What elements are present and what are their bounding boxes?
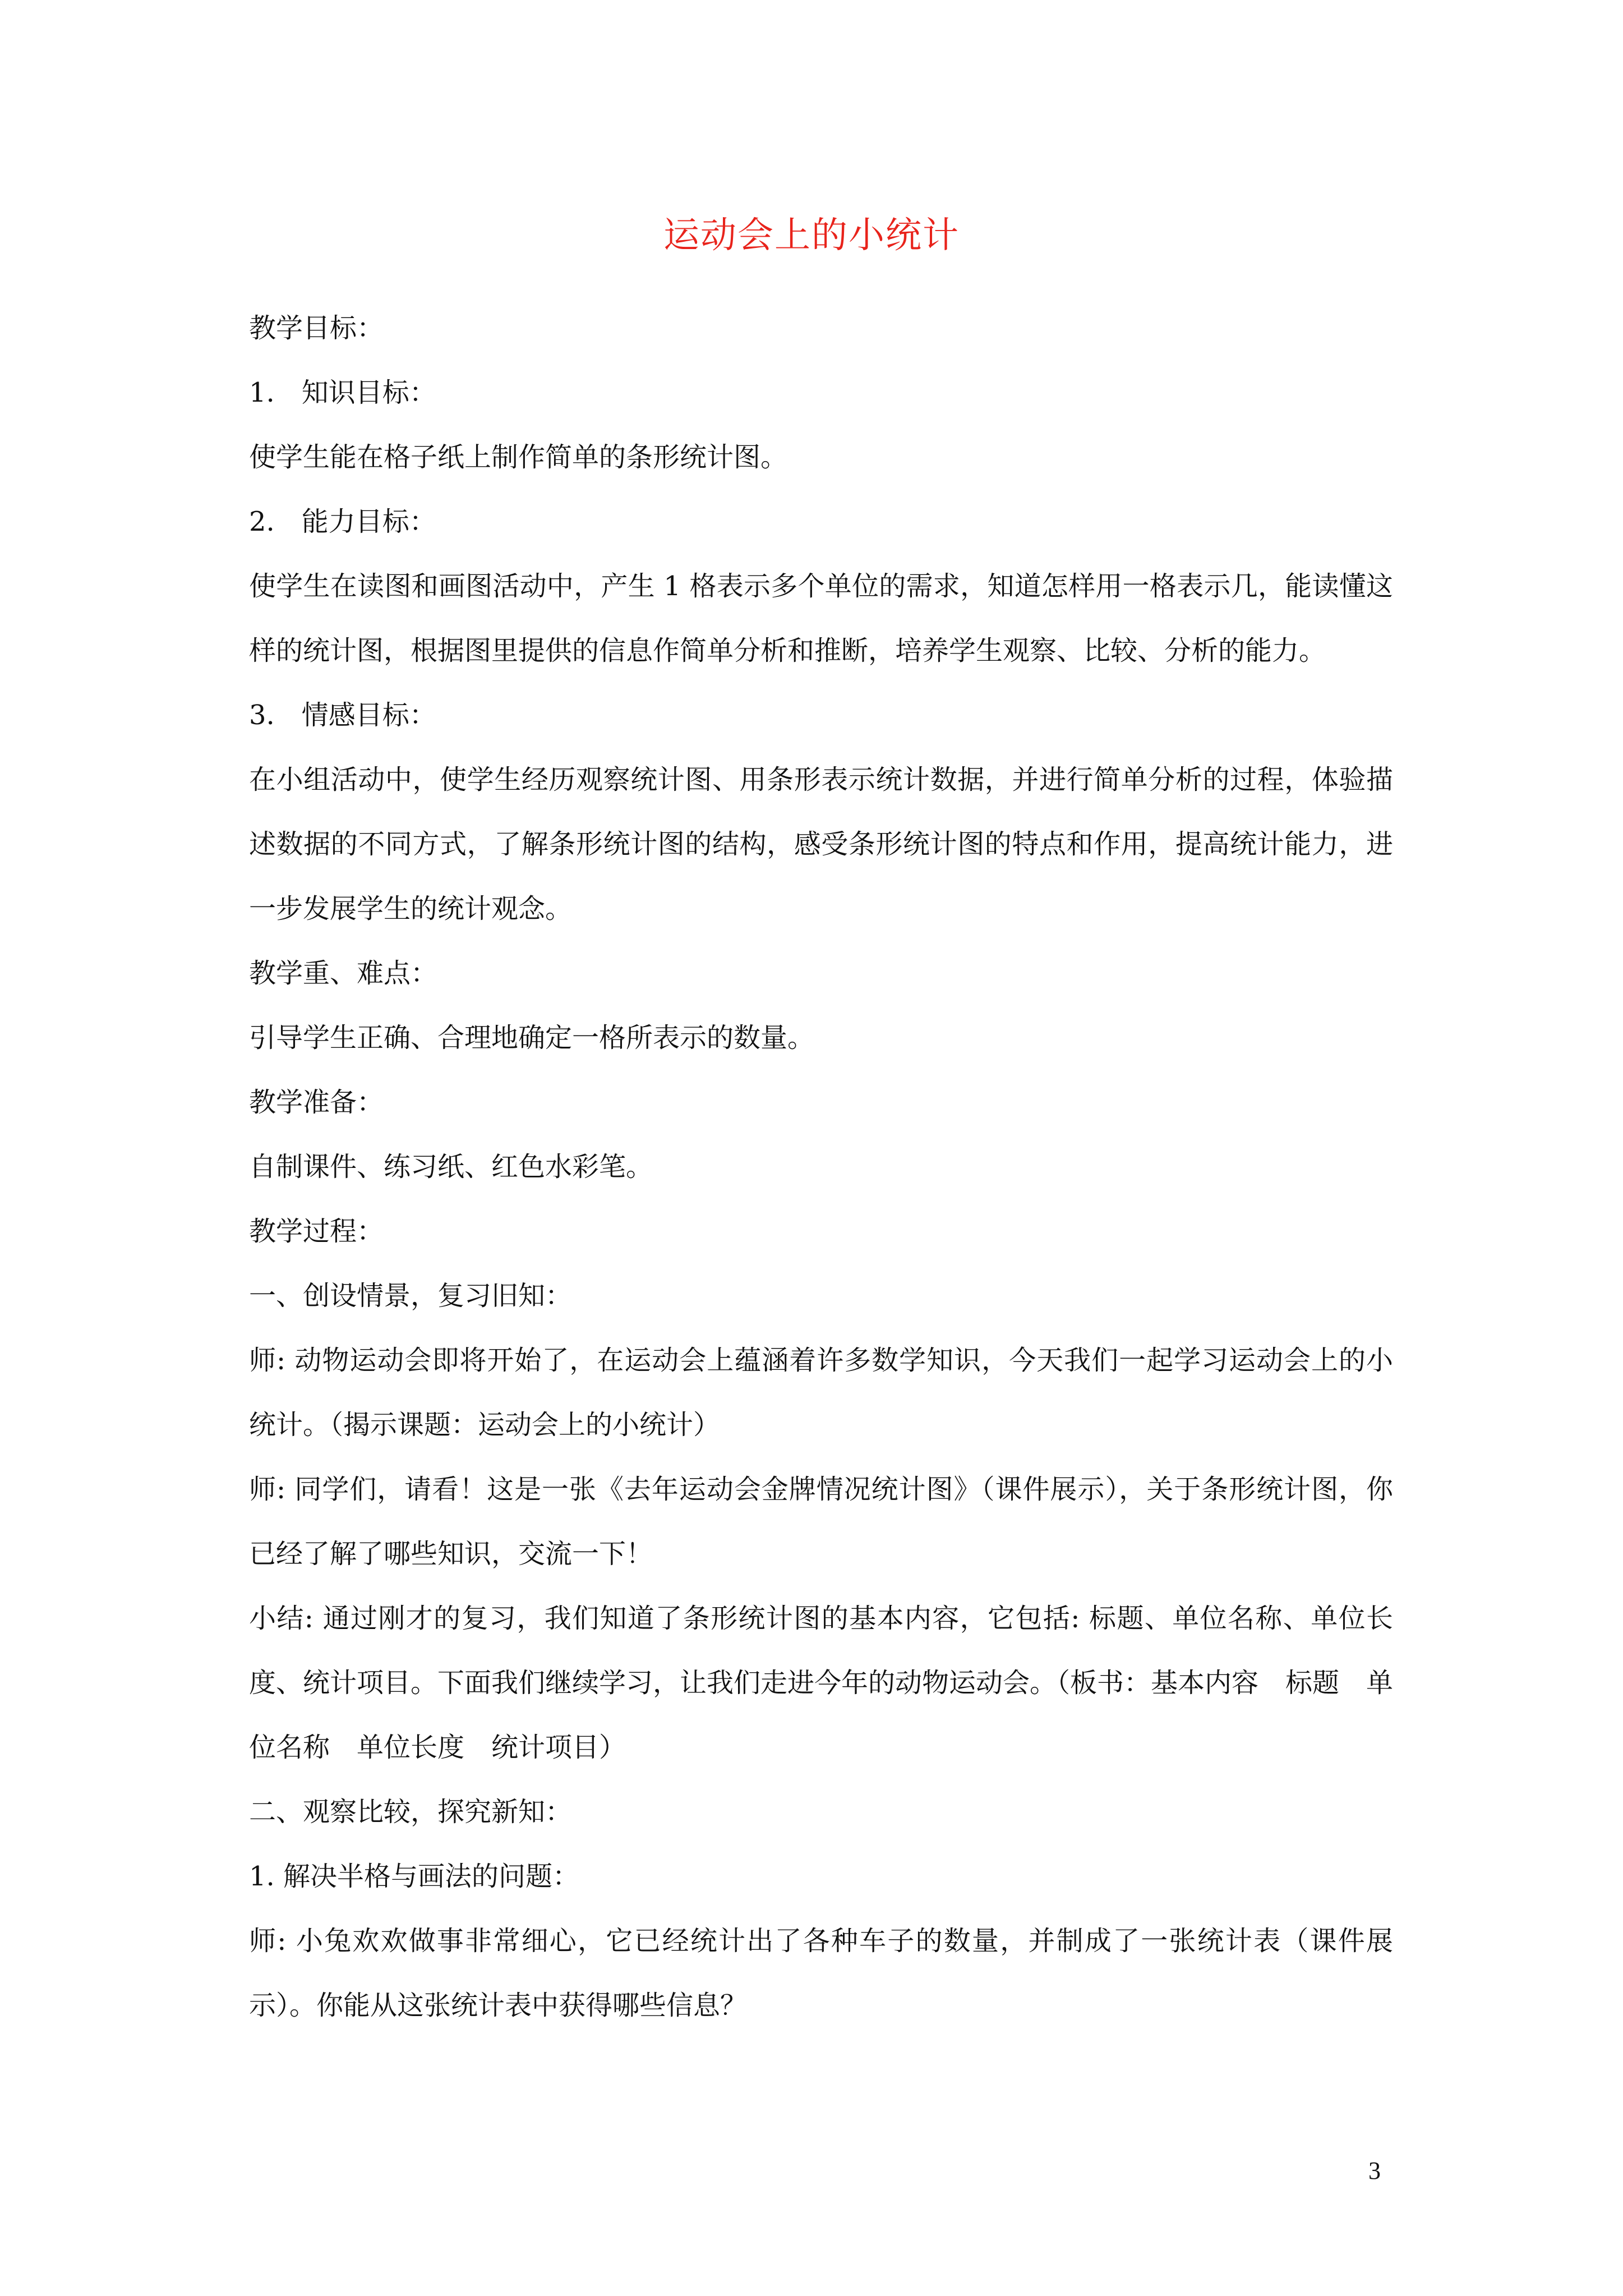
- paragraph-teacher-intro: 师: 动物运动会即将开始了，在运动会上蕴涵着许多数学知识，今天我们一起学习运动会上的小统计。（揭示课题：运动会上的小统计）: [249, 1345, 1393, 1441]
- paragraph-preparation-heading: 教学准备：: [249, 1087, 384, 1118]
- paragraph-ability-goal: 使学生在读图和画图活动中，产生 1 格表示多个单位的需求，知道怎样用一格表示几，能读懂这样的统计图，根据图里提供的信息作简单分析和推断，培养学生观察、比较、分析的能力。: [249, 570, 1393, 666]
- paragraph-section-two-heading: 二、观察比较，探究新知：: [249, 1796, 573, 1828]
- paragraph-section-one-heading: 一、创设情景，复习旧知：: [249, 1280, 573, 1312]
- paragraph-key-points-heading: 教学重、难点：: [249, 958, 438, 989]
- paragraph-teaching-goals-heading: 教学目标：: [249, 312, 384, 344]
- paragraph-key-points: 引导学生正确、合理地确定一格所表示的数量。: [249, 1022, 815, 1053]
- document-title: 运动会上的小统计: [663, 215, 960, 256]
- paragraph-summary: 小结: 通过刚才的复习，我们知道了条形统计图的基本内容，它包括: 标题、单位名称、单位长度、统计项目。下面我们继续学习，让我们走进今年的动物运动会。（板书：基本内容 标题 单位名称 单位长度 统计项目）: [249, 1603, 1394, 1763]
- paragraph-teacher-review: 师: 同学们，请看！这是一张《去年运动会金牌情况统计图》（课件展示），关于条形统计图，你已经了解了哪些知识，交流一下！: [249, 1474, 1393, 1570]
- document-body: [249, 296, 1393, 2038]
- paragraph-subsection-one-heading: 1. 解决半格与画法的问题：: [249, 1861, 580, 1892]
- paragraph-knowledge-goal: 使学生能在格子纸上制作简单的条形统计图。: [249, 441, 788, 473]
- paragraph-teacher-rabbit: 师: 小兔欢欢做事非常细心，它已经统计出了各种车子的数量，并制成了一张统计表（课件展示）。你能从这张统计表中获得哪些信息？: [249, 1925, 1393, 2021]
- paragraph-emotion-goal: 在小组活动中，使学生经历观察统计图、用条形表示统计数据，并进行简单分析的过程，体验描述数据的不同方式，了解条形统计图的结构，感受条形统计图的特点和作用，提高统计能力，进一步发展学生的统计观念。: [249, 764, 1393, 924]
- paragraph-preparation: 自制课件、练习纸、红色水彩笔。: [249, 1151, 653, 1182]
- paragraph-process-heading: 教学过程：: [249, 1216, 384, 1247]
- paragraph-ability-goal-heading: 2. 能力目标：: [249, 506, 436, 537]
- paragraph-knowledge-goal-heading: 1. 知识目标：: [249, 377, 436, 408]
- paragraph-emotion-goal-heading: 3. 情感目标：: [249, 700, 436, 731]
- page-number: 3: [1368, 2157, 1381, 2184]
